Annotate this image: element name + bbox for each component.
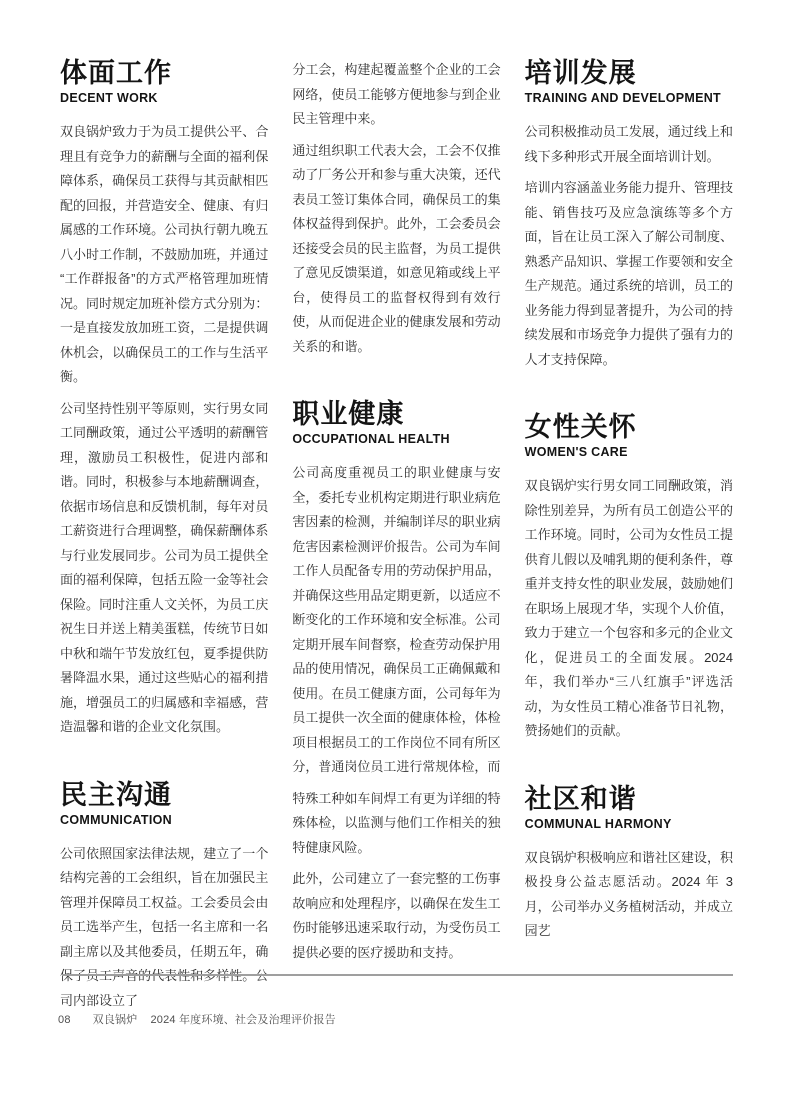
section-title: 女性关怀 bbox=[524, 412, 637, 442]
footer-report-title: 2024 年度环境、社会及治理评价报告 bbox=[150, 1014, 336, 1026]
footer-divider bbox=[62, 974, 733, 976]
section-communication bbox=[60, 780, 268, 1014]
paragraph: 通过组织职工代表大会，工会不仅推动了厂务公开和参与重大决策，还代表员工签订集体合同，确保员工的集体权益得到保护。此外，工会委员会还接受会员的民主监督，为员工提供了意见反馈渠道，如意见箱或线上平台，使得员工的监督权得到有效行使，从而促进企业的健康发展和劳动关系的和谐。 bbox=[292, 142, 501, 354]
section-womens-care bbox=[525, 412, 733, 744]
section-communal-harmony bbox=[525, 784, 733, 944]
section-communication-continued bbox=[292, 58, 500, 359]
column-left bbox=[60, 58, 268, 1013]
section-title: 职业健康 bbox=[292, 399, 405, 429]
section-subtitle: OCCUPATIONAL HEALTH bbox=[292, 432, 450, 446]
page-content bbox=[60, 58, 733, 1013]
paragraph: 培训内容涵盖业务能力提升、管理技能、销售技巧及应急演练等多个方面，旨在让员工深入了解公司制度、熟悉产品知识、掌握工作要领和安全生产规范。通过系统的培训，员工的业务能力得到显著提升，为公司的持续发展和市场竞争力提供了强有力的人才支持保障。 bbox=[524, 180, 733, 367]
section-decent-work bbox=[60, 58, 268, 740]
section-occupational-health bbox=[292, 399, 500, 965]
column-right bbox=[525, 58, 733, 1013]
section-subtitle: COMMUNAL HARMONY bbox=[524, 816, 672, 831]
section-title: 社区和谐 bbox=[524, 783, 637, 814]
section-training-development bbox=[525, 58, 733, 372]
column-middle bbox=[292, 58, 500, 1013]
paragraph: 公司坚持性别平等原则，实行男女同工同酬政策，通过公平透明的薪酬管理，激励员工积极性，促进内部和谐。同时，积极参与本地薪酬调查，依据市场信息和反馈机制，每年对员工薪资进行合理调整，确保薪酬体系与行业发展同步。公司为员工提供全面的福利保障，包括五险一金等社会保险。同时注重人文关怀，为员工庆祝生日并送上精美蛋糕，传统节日如中秋和端午节发放红包，夏季提供防暑降温水果，通过这些贴心的福利措施，增强员工的归属感和幸福感，营造温馨和谐的企业文化氛围。 bbox=[60, 400, 269, 734]
section-subtitle: COMMUNICATION bbox=[60, 812, 172, 827]
paragraph: 分工会，构建起覆盖整个企业的工会网络，使员工能够方便地参与到企业民主管理中来。 bbox=[292, 62, 501, 126]
paragraph: 公司高度重视员工的职业健康与安全，委托专业机构定期进行职业病危害因素的检测，并编制详尽的职业病危害因素检测评价报告。公司为车间工作人员配备专用的劳动保护用品，并确保这些用品定期更新，以适应不断变化的工作环境和安全标准。公司定期开展车间督察，检查劳动保护用品的使用情况，确保员工正确佩戴和使用。在员工健康方面，公司每年为员工提供一次全面的健康体检，体检项目根据员工的工作岗位不同有所区分，普通岗位员工进行常规体检，而 bbox=[292, 465, 501, 774]
footer-company-name: 双良锅炉 bbox=[92, 1014, 138, 1026]
paragraph: 公司积极推动员工发展，通过线上和线下多种形式开展全面培训计划。 bbox=[524, 124, 733, 164]
section-subtitle: DECENT WORK bbox=[60, 91, 158, 105]
paragraph: 公司依照国家法律法规，建立了一个结构完善的工会组织，旨在加强民主管理并保障员工权益。工会委员会由员工选举产生，包括一名主席和一名副主席以及其他委员，任期五年，确保了员工声音的代表性和多样性。公司内部设立了 bbox=[60, 845, 269, 1008]
section-title: 民主沟通 bbox=[60, 779, 172, 810]
section-title: 培训发展 bbox=[524, 58, 637, 88]
paragraph: 双良锅炉实行男女同工同酬政策，消除性别差异，为所有员工创造公平的工作环境。同时，公司为女性员工提供育儿假以及哺乳期的便利条件，尊重并支持女性的职业发展，鼓励她们在职场上展现才华，实现个人价值，致力于建立一个包容和多元的企业文化，促进员工的全面发展。2024 年，我们举办“三八红旗手”评选活动，为女性员工精心准备节日礼物，赞扬她们的贡献。 bbox=[524, 478, 733, 738]
paragraph: 双良锅炉致力于为员工提供公平、合理且有竞争力的薪酬与全面的福利保障体系，确保员工获得与其贡献相匹配的回报，并营造安全、健康、有归属感的工作环境。公司执行朝九晚五八小时工作制，不鼓励加班，并通过“工作群报备”的方式严格管理加班情况。同时规定加班补偿方式分别为：一是直接发放加班工资，二是提供调休机会，以确保员工的工作与生活平衡。 bbox=[60, 124, 269, 384]
paragraph: 特殊工种如车间焊工有更为详细的特殊体检，以监测与他们工作相关的独特健康风险。 bbox=[292, 790, 501, 855]
section-subtitle: WOMEN'S CARE bbox=[524, 445, 628, 459]
section-title: 体面工作 bbox=[60, 58, 172, 88]
page-footer bbox=[58, 1013, 336, 1027]
page-number: 08 bbox=[58, 1014, 71, 1026]
paragraph: 此外，公司建立了一套完整的工伤事故响应和处理程序，以确保在发生工伤时能够迅速采取行动，为受伤员工提供必要的医疗援助和支持。 bbox=[292, 871, 501, 960]
paragraph: 双良锅炉积极响应和谐社区建设，积极投身公益志愿活动。2024 年 3 月，公司举办义务植树活动，并成立园艺 bbox=[524, 849, 733, 938]
section-subtitle: TRAINING AND DEVELOPMENT bbox=[524, 91, 721, 105]
